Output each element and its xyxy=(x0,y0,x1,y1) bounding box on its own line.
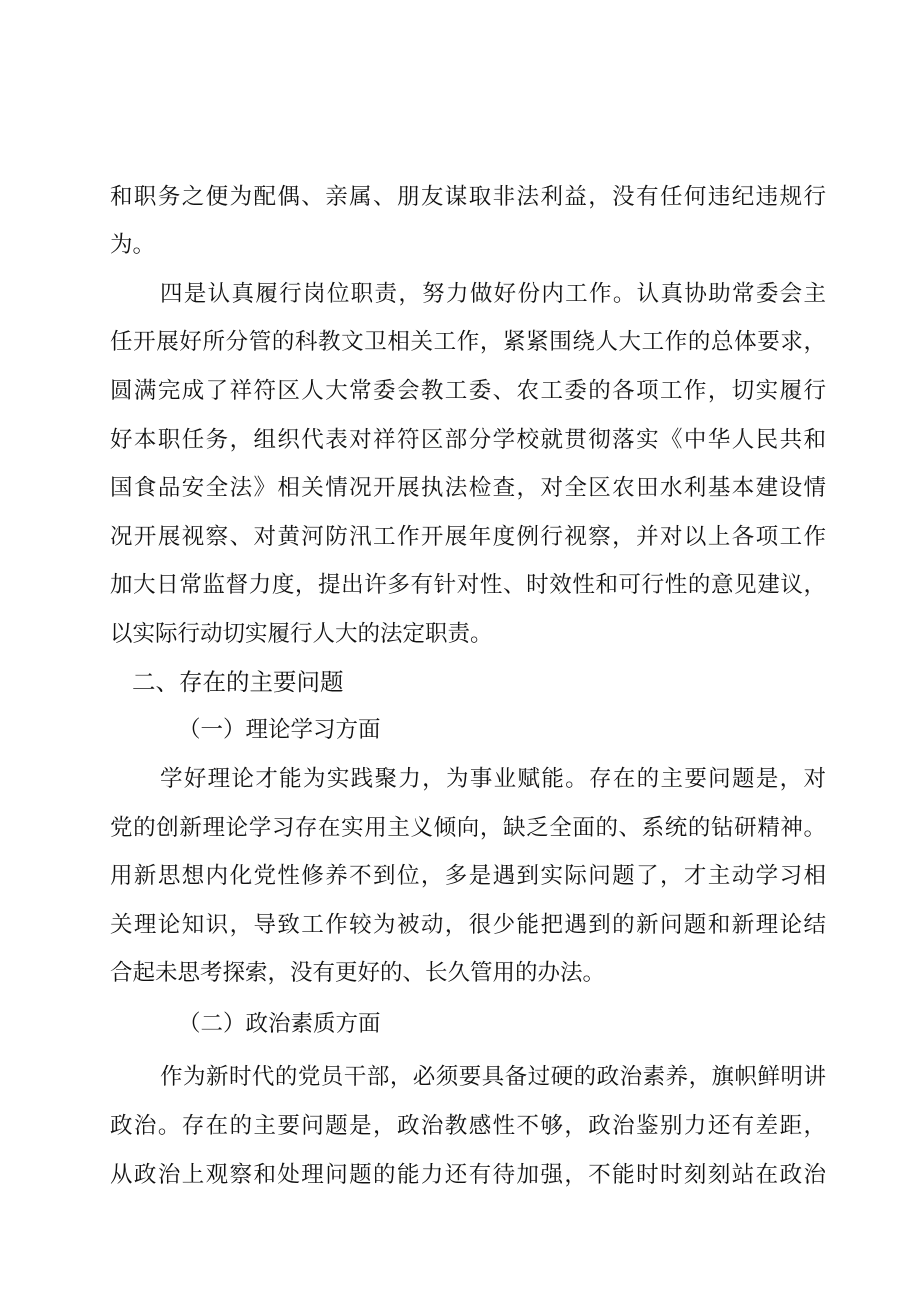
text-line: 国食品安全法》相关情况开展执法检查，对全区农田水利基本建设情 xyxy=(110,475,826,501)
text-line: 关理论知识，导致工作较为被动，很少能把遇到的新问题和新理论结 xyxy=(110,912,826,938)
text-line: 用新思想内化党性修养不到位，多是遇到实际问题了，才主动学习相 xyxy=(110,863,826,889)
text-line: 和职务之便为配偶、亲属、朋友谋取非法利益，没有任何违纪违规行 xyxy=(110,184,826,210)
text-line: 党的创新理论学习存在实用主义倾向，缺乏全面的、系统的钻研精神。 xyxy=(110,815,826,841)
text-line: 为。 xyxy=(110,232,156,258)
text-line: 以实际行动切实履行人大的法定职责。 xyxy=(110,621,493,647)
subsection-heading: （一）理论学习方面 xyxy=(178,717,381,743)
text-line: 作为新时代的党员干部，必须要具备过硬的政治素养，旗帜鲜明讲 xyxy=(160,1064,826,1090)
text-line: 加大日常监督力度，提出许多有针对性、时效性和可行性的意见建议， xyxy=(110,572,826,598)
text-line: 圆满完成了祥符区人大常委会教工委、农工委的各项工作，切实履行 xyxy=(110,378,826,404)
text-line: 政治。存在的主要问题是，政治教感性不够，政治鉴别力还有差距， xyxy=(110,1113,826,1139)
text-line: 合起未思考探索，没有更好的、长久管用的办法。 xyxy=(110,960,606,986)
text-line: 好本职任务，组织代表对祥符区部分学校就贯彻落实《中华人民共和 xyxy=(110,427,826,453)
text-line: 况开展视察、对黄河防汛工作开展年度例行视察，并对以上各项工作 xyxy=(110,524,826,550)
text-line: 四是认真履行岗位职责，努力做好份内工作。认真协助常委会主 xyxy=(160,281,826,307)
text-line: 从政治上观察和处理问题的能力还有待加强，不能时时刻刻站在政治 xyxy=(110,1162,826,1188)
subsection-heading: （二）政治素质方面 xyxy=(178,1011,381,1037)
text-line: 学好理论才能为实践聚力，为事业赋能。存在的主要问题是，对 xyxy=(160,766,826,792)
text-line: 任开展好所分管的科教文卫相关工作，紧紧围绕人大工作的总体要求， xyxy=(110,329,826,355)
section-heading: 二、存在的主要问题 xyxy=(132,668,344,696)
